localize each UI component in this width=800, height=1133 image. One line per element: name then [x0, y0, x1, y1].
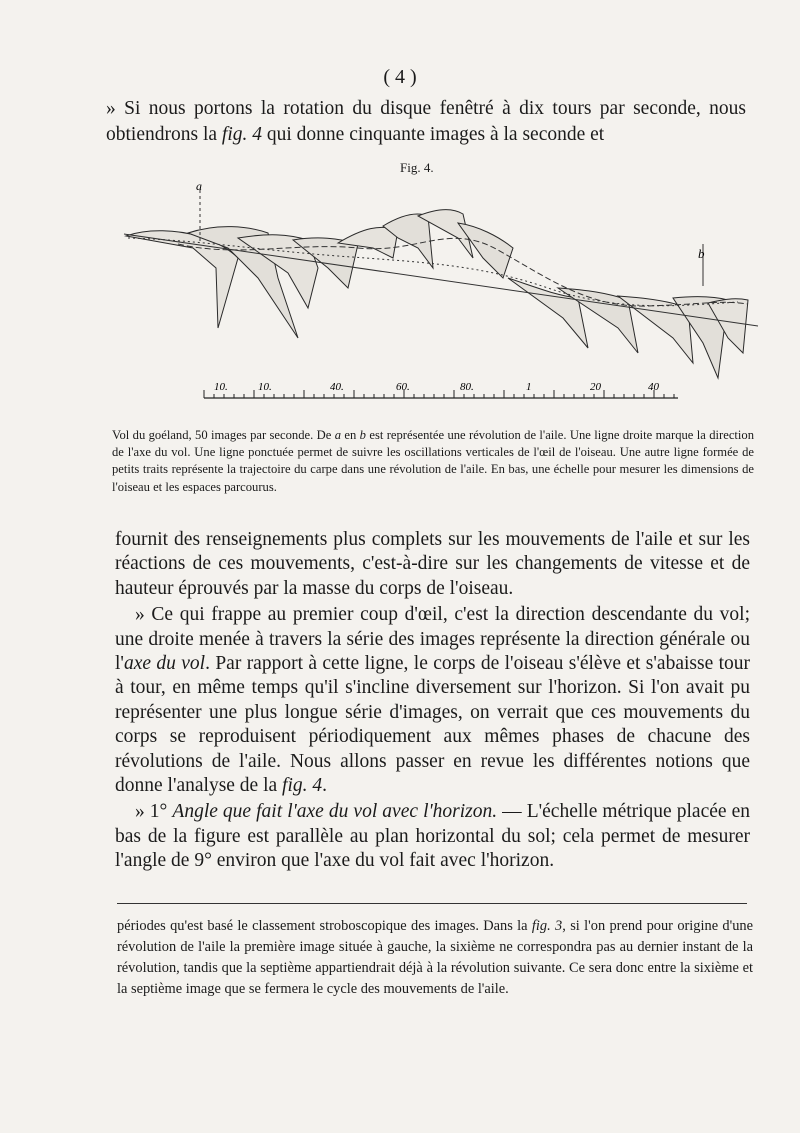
scale-label: 60. — [396, 381, 410, 393]
footnote-text: périodes qu'est basé le classement stroboscopique des images. Dans la — [117, 918, 532, 934]
p3-text: — L'échelle métrique placée en bas de la figure est parallèle au plan horizontal du sol; cela permet de mesurer l'angle de 9° environ que l'axe du vol fait avec l'horizon. — [115, 801, 750, 872]
caption-a: a — [334, 428, 341, 442]
figure-caption — [112, 427, 754, 496]
intro-paragraph — [106, 96, 746, 148]
gull-silhouettes — [126, 210, 748, 378]
metric-scale — [204, 381, 678, 398]
caption-b: b — [359, 428, 366, 442]
paragraph-1: fournit des renseignements plus complets sur les mouvements de l'aile et sur les réactions de ces mouvements, c'est-à-dire sur les changements de vitesse et de hauteur éprouvés par la masse du corps de l'oiseau. — [115, 529, 750, 599]
paragraph-2 — [115, 603, 750, 798]
scale-label: 20 — [590, 381, 601, 393]
body-text — [115, 528, 750, 874]
p2-text: . Par rapport à cette ligne, le corps de l'oiseau s'élève et s'abaisse tour à tour, en même temps qu'il s'incline diversement sur l'horizon. Si l'on avait pu représenter une plus longue série d'images, on verrait que ces mouvements du corps se reproduisent périodiquement aux mêmes phases de chacune des révolutions de l'aile. Nous allons passer en revue les différentes notions que donne l'analyse de la — [115, 653, 751, 797]
gull-flight-chronophotograph — [118, 178, 768, 408]
caption-text: est représentée une révolution de l'aile. Une ligne droite marque la direction de l'axe du vol. Une ligne ponctuée permet de suivre les oscillations verticales de l'œil de l'oiseau. Une autre ligne formée de petits traits représente la trajectoire du carpe dans une révolution de l'aile. En bas, une échelle pour mesurer les dimensions de l'oiseau et les espaces parcourus. — [112, 428, 754, 494]
p2-text: » Ce qui frappe au premier coup d'œil, c'est la direction descendante du vol; une droite menée à travers la série des images représente la direction générale ou l' — [115, 604, 750, 675]
intro-text-end: qui donne cinquante images à la seconde et — [262, 124, 605, 145]
scale-label: 10. — [258, 381, 272, 393]
caption-text: en — [341, 428, 360, 442]
footnote-text: , si l'on prend pour origine d'une révolution de l'aile la première image située à gauche, la sixième ne correspondra pas au dernier instant de la révolution, tandis que la septième appartiendrait déjà à la révolution suivante. Ce sera donc entre la sixième et la septième image que se fermera le cycle des mouvements de l'aile. — [117, 918, 753, 997]
fig-reference: fig. 4 — [282, 775, 323, 797]
footnote-divider — [117, 903, 747, 904]
scale-label: 1 — [526, 381, 532, 393]
fig-reference: fig. 3 — [531, 918, 563, 934]
intro-text: » Si nous portons la rotation du disque fenêtré à dix tours par seconde, nous obtiendrons la — [106, 98, 746, 145]
scale-label: 40 — [648, 381, 659, 393]
p2-end: . — [322, 775, 328, 797]
scale-label: 40. — [330, 381, 344, 393]
footnote — [117, 916, 753, 1000]
scale-label: 10. — [214, 381, 228, 393]
fig-reference: fig. 4 — [221, 124, 262, 145]
p3-number: » 1° — [135, 801, 173, 823]
scale-label: 80. — [460, 381, 474, 393]
marker-a-label: a — [196, 179, 202, 193]
paragraph-3 — [115, 800, 750, 873]
section-heading: Angle que fait l'axe du vol avec l'horizon. — [172, 801, 498, 823]
caption-text: Vol du goéland, 50 images par seconde. De — [112, 428, 335, 442]
marker-b-label: b — [698, 246, 705, 261]
figure-label: Fig. 4. — [400, 160, 434, 175]
axe-du-vol: axe du vol — [123, 653, 206, 675]
page-number: ( 4 ) — [383, 66, 417, 88]
